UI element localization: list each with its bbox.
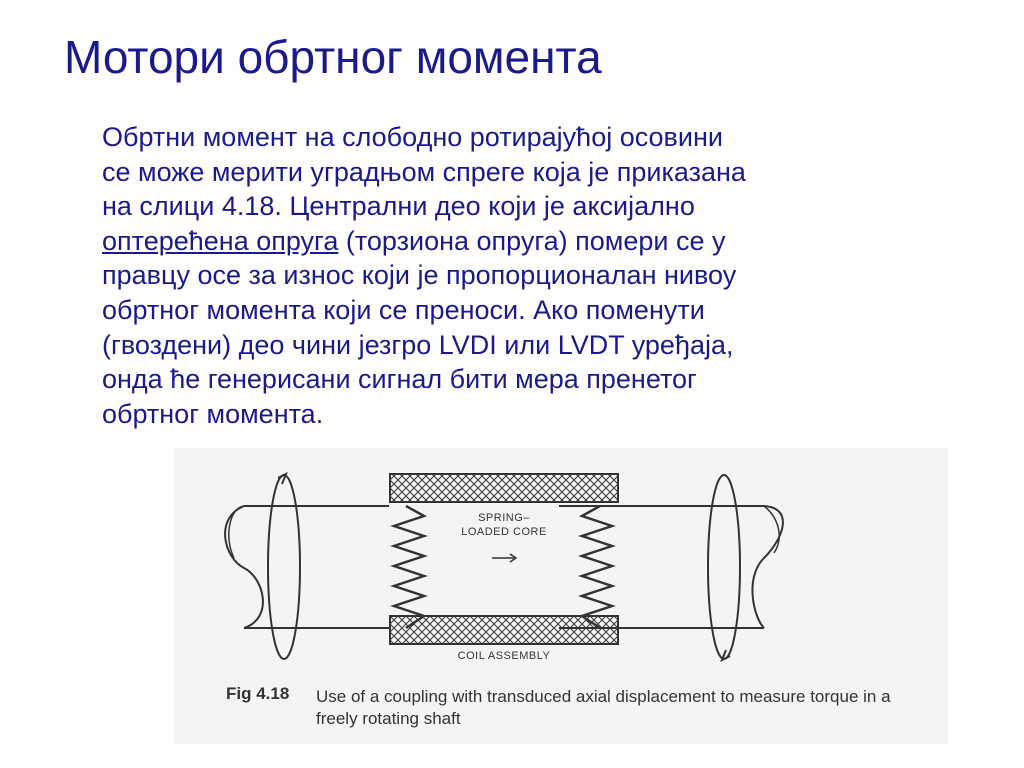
figure-label: Fig 4.18 [226,684,290,703]
body-line-rest: (торзиона опруга) помери се у [338,225,726,256]
body-line: правцу осе за износ који је пропорционалан нивоу [102,260,737,291]
body-line: обртног момента који се преноси. Ако поменути [102,294,705,325]
coil-assembly-label: COIL ASSEMBLY [457,650,551,662]
body-line: Обртни момент на слободно ротирајућој осовини [102,122,723,152]
body-paragraph [102,120,932,431]
spring-label-line2: LOADED CORE [461,526,547,538]
body-line: онда ће генерисани сигнал бити мера пренетог [102,364,697,395]
left-shaft [225,474,389,659]
displacement-arrow [492,554,516,562]
right-spring [582,506,612,628]
body-line: (гвоздени) део чини језгро LVDI или LVDT уређаја, [102,329,734,360]
body-line: обртног момента. [102,398,324,429]
slide-title: Мотори обртног момента [64,31,602,83]
body-line: се може мерити уградњом спреге која је приказана [102,156,746,187]
figure-caption: Use of a coupling with transduced axial displacement to measure torque in a freely rotating shaft [316,687,891,728]
figure-4-18 [174,448,948,744]
spring-label-line1: SPRING– [478,512,530,524]
body-line: на слици 4.18. Централни део који је аксијално [102,191,695,222]
left-spring [394,506,424,628]
underlined-term: оптерећена опруга [102,225,339,256]
body-line [102,224,932,259]
